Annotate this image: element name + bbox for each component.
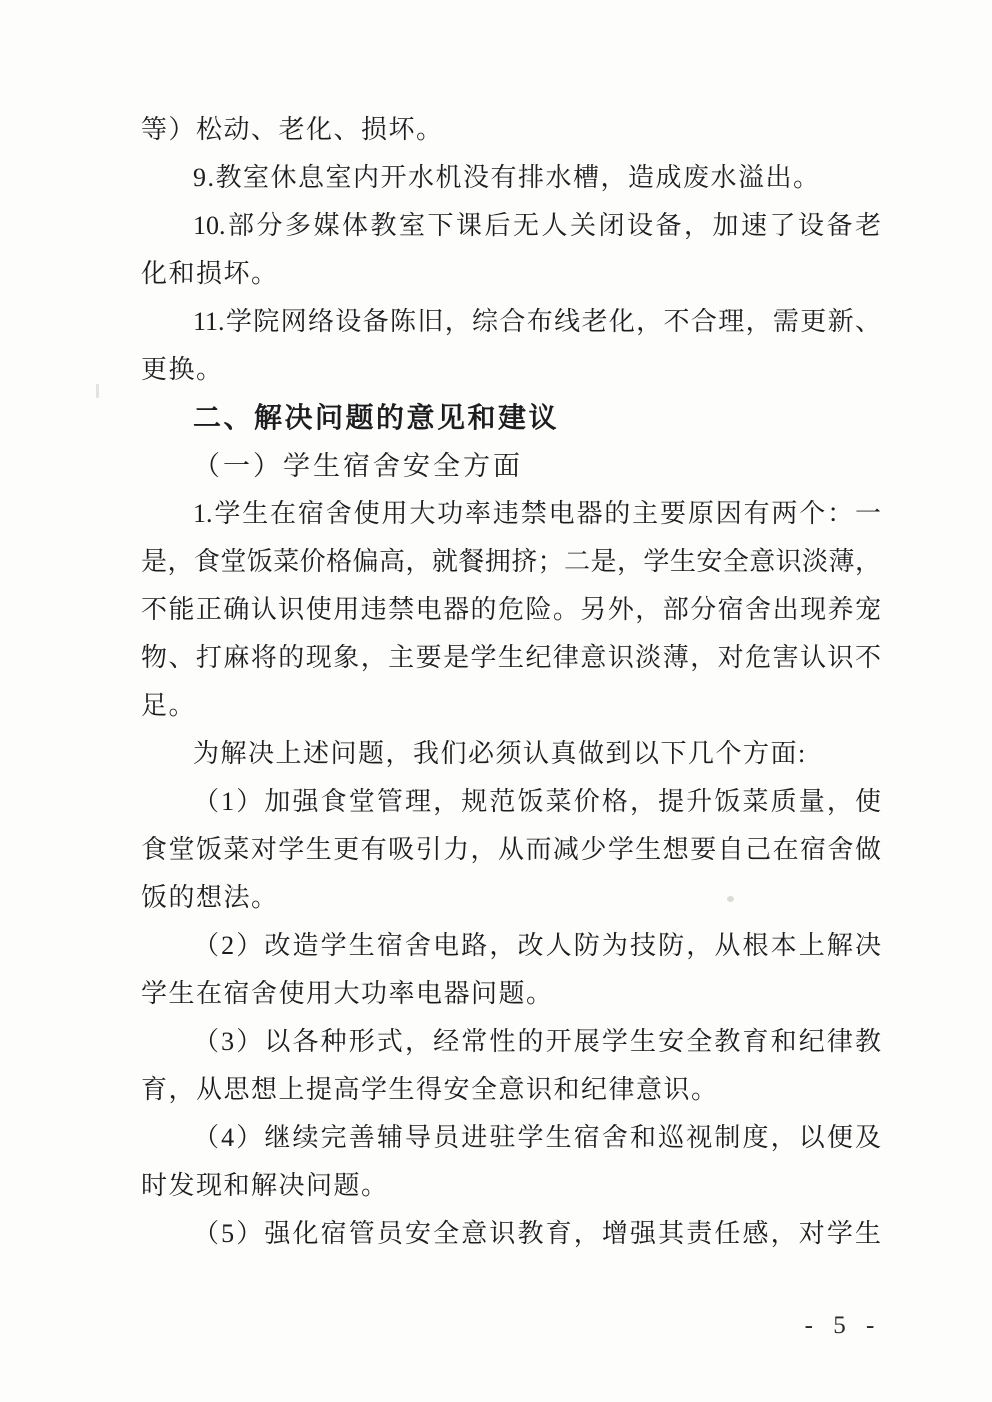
page-number: - 5 - [804, 1312, 882, 1339]
text-line: 等）松动、老化、损坏。 [141, 115, 444, 144]
text-line: 育，从思想上提高学生得安全意识和纪律意识。 [141, 1075, 719, 1104]
text-line: （3）以各种形式，经常性的开展学生安全教育和纪律教 [193, 1027, 881, 1056]
text-line: 不能正确认识使用违禁电器的危险。另外，部分宿舍出现养宠 [141, 595, 881, 624]
scan-artifact [96, 384, 99, 398]
scan-artifact [727, 896, 734, 902]
text-line: 时发现和解决问题。 [141, 1171, 389, 1200]
text-line: （2）改造学生宿舍电路，改人防为技防，从根本上解决 [193, 931, 881, 960]
text-line: 物、打麻将的现象，主要是学生纪律意识淡薄，对危害认识不 [141, 643, 881, 672]
subsection-heading: （一）学生宿舍安全方面 [193, 451, 523, 481]
text-line: 学生在宿舍使用大功率电器问题。 [141, 979, 554, 1008]
text-line: 为解决上述问题，我们必须认真做到以下几个方面: [193, 739, 807, 768]
text-line: 食堂饭菜对学生更有吸引力，从而减少学生想要自己在宿舍做 [141, 835, 881, 864]
text-line: 11.学院网络设备陈旧，综合布线老化，不合理，需更新、 [193, 307, 881, 336]
text-line: （5）强化宿管员安全意识教育，增强其责任感，对学生 [193, 1219, 881, 1248]
text-line: 足。 [141, 691, 197, 720]
text-line: （4）继续完善辅导员进驻学生宿舍和巡视制度，以便及 [193, 1123, 881, 1152]
text-line: 10.部分多媒体教室下课后无人关闭设备，加速了设备老 [193, 211, 881, 240]
section-heading: 二、解决问题的意见和建议 [193, 402, 560, 433]
text-line: 更换。 [141, 355, 224, 384]
text-line: 饭的想法。 [141, 883, 279, 912]
text-line: 9.教室休息室内开水机没有排水槽，造成废水溢出。 [193, 163, 821, 192]
document-body [141, 106, 881, 1258]
text-line: 是，食堂饭菜价格偏高，就餐拥挤；二是，学生安全意识淡薄， [141, 547, 881, 576]
text-line: （1）加强食堂管理，规范饭菜价格，提升饭菜质量，使 [193, 787, 881, 816]
text-line: 1.学生在宿舍使用大功率违禁电器的主要原因有两个：一 [193, 499, 881, 528]
text-line: 化和损坏。 [141, 259, 279, 288]
